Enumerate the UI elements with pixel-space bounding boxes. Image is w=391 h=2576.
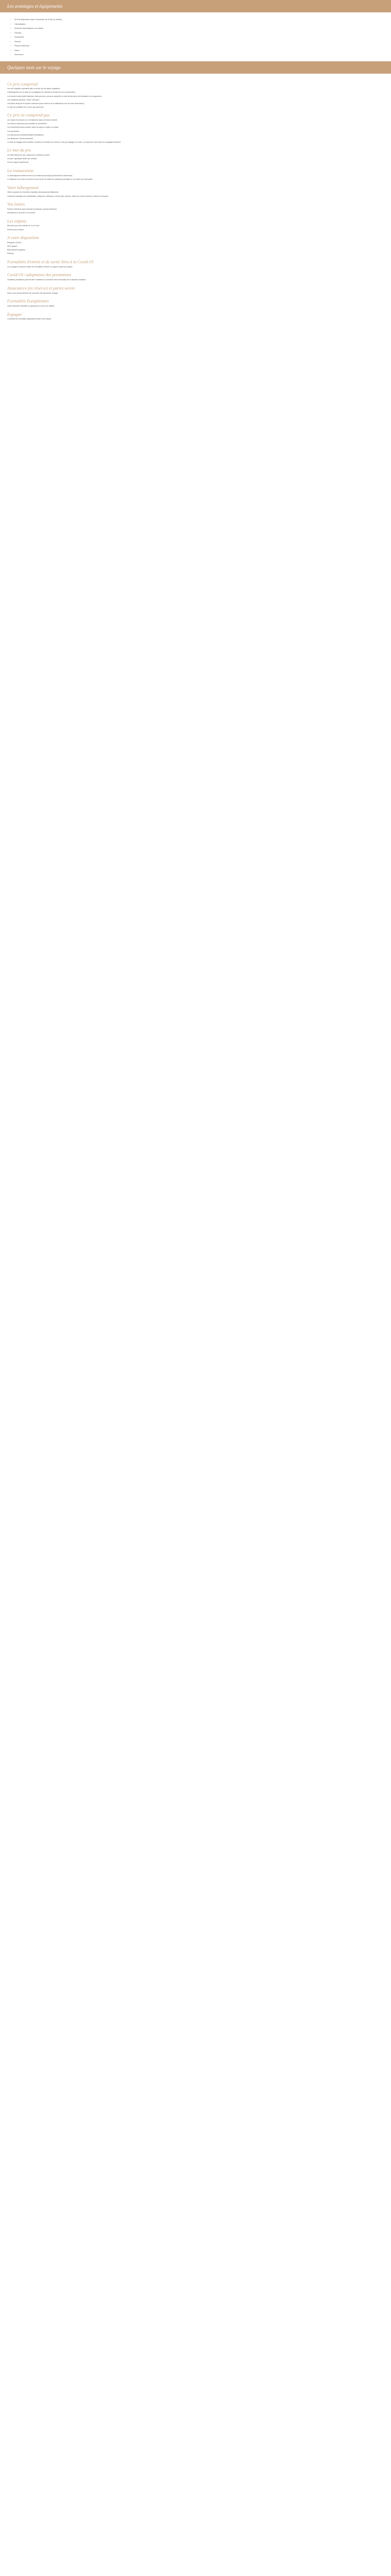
section-paragraph: Parking. — [7, 252, 14, 255]
section-paragraph: Piscine extérieure avec transats et parasols, piscine intérieure. — [7, 208, 58, 210]
section-title: La restauration — [7, 168, 34, 174]
section-paragraph: Animations en journée et en soirée. — [7, 212, 36, 214]
advantages-title: Les avantages et équipements — [7, 4, 63, 9]
section-paragraph: Les repas et boissons non mentionnés dans la formule choisie. — [7, 119, 58, 122]
section-paragraph: Les frais et dépenses personnelles ou pourboires. — [7, 123, 47, 125]
advantage-item: ✓ Restaurant — [7, 35, 384, 40]
section-paragraph: Hôtel composé de chambres réparties dans plusieurs bâtiments. — [7, 191, 59, 194]
advantage-item: ✓ Ascenseur — [7, 53, 384, 57]
advantages-list — [7, 18, 384, 57]
section-paragraph: Les éventuelles taxes locales, taxes de séjour à régler sur place. — [7, 126, 59, 129]
section-paragraph: Wi-Fi gratuit. — [7, 245, 18, 248]
quick-title: Quelques mots sur le voyage — [7, 64, 61, 70]
section-title: Assurances (en réserve) et partez serein — [7, 285, 75, 291]
section-paragraph: Un parc aquatique dédié aux enfants. — [7, 158, 38, 160]
section-paragraph: Les dépenses d'ordre personnel. — [7, 137, 34, 140]
section-paragraph: Les transferts aéroport / hôtel / aéroport. — [7, 98, 40, 101]
section-paragraph: Les pourboires. — [7, 130, 20, 132]
section-paragraph: Le déjeuner et le dîner sont servis sous forme de buffet au restaurant principal ou à la carte sur réservation. — [7, 178, 93, 180]
advantage-item: ✓ Wi-Fià disposition dans l'ensemble de l'hôtel (5 étoiles) — [7, 18, 384, 22]
section-paragraph: Chambres équipées de climatisation, téléphone, télévision à écran plat, minibar, coffre-fort, sèche-cheveux, balcon ou terrasse. — [7, 195, 109, 197]
section-paragraph: Réception 24h/24. — [7, 242, 22, 244]
section-paragraph: La formule choisie (petit déjeuner, demi-pension, pension complète ou tout inclus) selon les indications du programme. — [7, 95, 102, 97]
advantage-item: ✓ Piscine intérieure — [7, 44, 384, 48]
section-paragraph: Un hôtel idéal pour des vacances en famille au soleil. — [7, 154, 50, 157]
section-title: Vos loisirs — [7, 202, 25, 207]
section-paragraph: Les vols réguliers spécialés aller et retour sur les lignes régulières. — [7, 88, 61, 90]
advantage-item: ✓ Climatisation — [7, 22, 384, 27]
section-title: A votre disposition — [7, 235, 39, 241]
advantages-list-section — [0, 12, 391, 61]
section-paragraph: Un bon rapport qualité prix. — [7, 161, 29, 164]
section-paragraph: Les taxes aéroport et hausse carburant (sous réserve de modifications lors de votre réservation). — [7, 102, 85, 105]
section-paragraph: Consultez les formalités applicables avant votre départ. — [7, 318, 52, 320]
advantage-item: ✓ Salon — [7, 48, 384, 53]
section-paragraph: Les assurances complémentaires facultatives. — [7, 133, 44, 136]
section-paragraph: Le frais de bagage (sauf mention contraire ou moment du choix de vols) par bagage en soute, y compris les vols selon la compagnie aérienne. — [7, 141, 121, 143]
advantage-item: ✓ Animaux domestiques non admis — [7, 26, 384, 31]
section-paragraph: Nous vous recommandons de souscrire une assurance voyage. — [7, 292, 58, 294]
section-paragraph: L'hébergement sur la base de la catégorie de chambres choisie lors de la réservation. — [7, 91, 76, 94]
section-paragraph: Les voyageurs doivent vérifier les formalités d'entrée en vigueur avant leur départ. — [7, 265, 73, 268]
section-paragraph: Certaines prestations peuvent être modifiées ou annulées selon l'évolution de la situation sanitaire. — [7, 279, 87, 281]
section-title: Formalités d'entrée et de sortie liées à la Covid-19 — [7, 259, 93, 264]
section-paragraph: La taxe de solidarité de 4 euros par personne. — [7, 106, 44, 108]
quick-banner — [0, 61, 391, 74]
section-title: Covid-19 / adaptation des prestations — [7, 273, 71, 278]
section-title: Votre hébergement — [7, 185, 39, 190]
advantage-item: ✓ Piscine — [7, 40, 384, 44]
section-paragraph: Piscine pour enfants. — [7, 228, 24, 231]
section-paragraph: Le petit-déjeuner buffet est servi au restaurant principal (continental et américain). — [7, 174, 73, 177]
section-title: Ce prix comprend — [7, 81, 38, 87]
content — [0, 74, 391, 321]
advantage-item: ✓ Parking — [7, 31, 384, 36]
section-paragraph: Mini-club pour les enfants de 4 à 12 ans. — [7, 225, 40, 227]
section-title: Formalités Européennes — [7, 299, 49, 304]
advantages-banner — [0, 0, 391, 12]
section-paragraph: Blanchisserie (payant). — [7, 249, 26, 251]
section-title: Espagne — [7, 312, 22, 317]
section-title: Les enfants — [7, 218, 27, 224]
section-title: Le mot du pro — [7, 148, 31, 153]
section-title: Ce prix ne comprend pas — [7, 113, 50, 118]
section-paragraph: Carte nationale d'identité ou passeport en cours de validité. — [7, 305, 55, 308]
